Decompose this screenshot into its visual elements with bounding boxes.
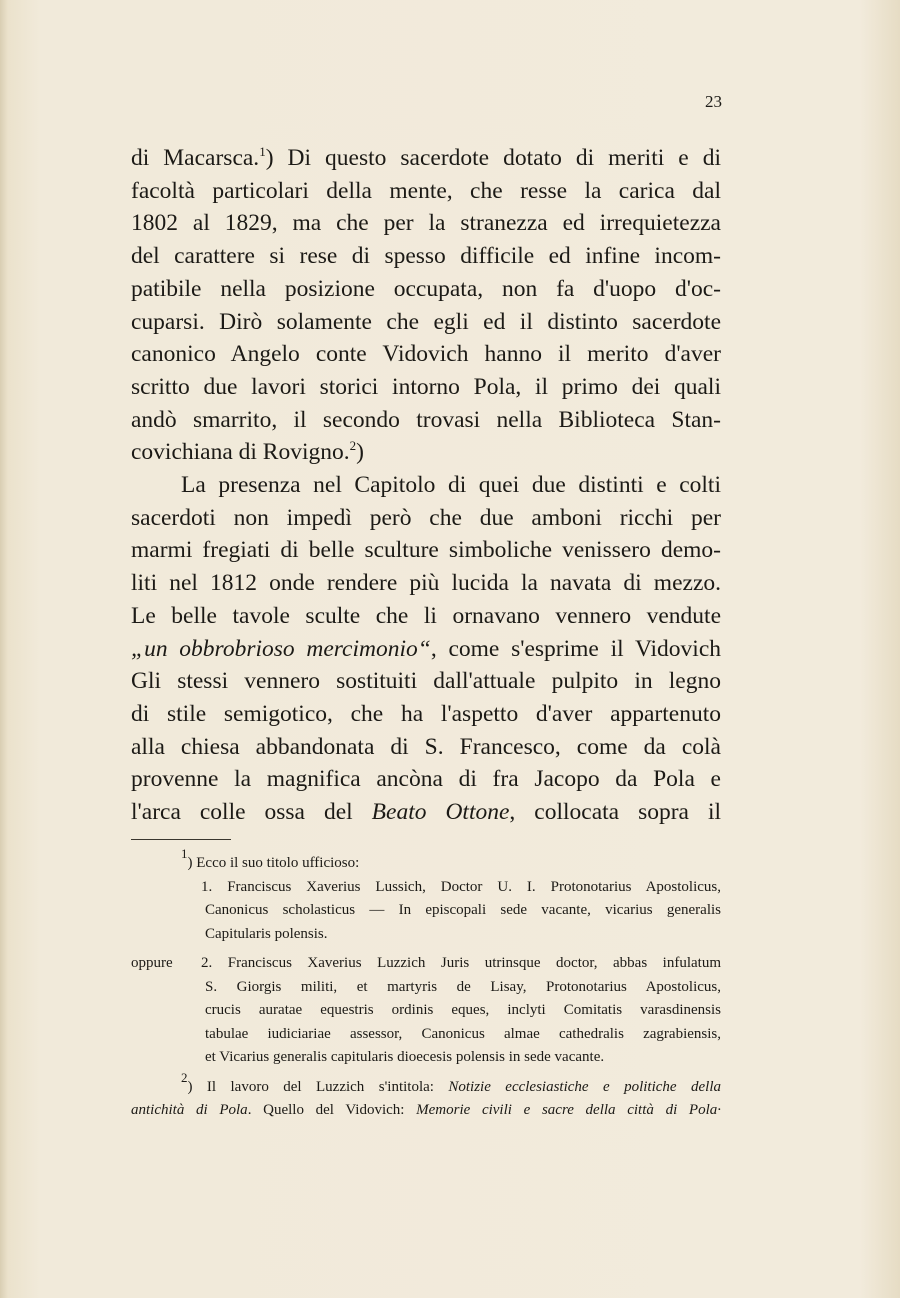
text-line: Gli stessi vennero sostituiti dall'attuale pulpito in legno (131, 668, 721, 695)
footnote-1-item-2-line: et Vicarius generalis capitularis dioecesis polensis in sede vacante. (205, 1049, 605, 1065)
footnote-separator (131, 839, 231, 840)
footnote-ref[interactable]: 1 (259, 144, 266, 159)
text-line: l'arca colle ossa del Beato Ottone, collocata sopra il (131, 799, 722, 826)
page-number: 23 (705, 92, 722, 111)
text-line: di stile semigotico, che ha l'aspetto d'aver appartenuto (131, 700, 721, 727)
text-line: di Macarsca.$^1$) Di questo sacerdote dotato di meriti e di (131, 144, 721, 171)
footnote-1-item-1-line: Canonicus scholasticus — In episcopali sede vacante, vicarius generalis (205, 902, 721, 918)
footnotes (131, 846, 721, 1123)
text-line: patibile nella posizione occupata, non fa d'uopo d'oc- (131, 275, 721, 302)
main-text (131, 142, 721, 829)
text-line: facoltà particolari della mente, che resse la carica dal (131, 177, 721, 204)
text-line: 1802 al 1829, ma che per la stranezza ed irrequietezza (131, 210, 721, 237)
oppure-label: oppure (131, 955, 173, 971)
footnote-1-item-1-line: Capitularis polensis. (205, 925, 328, 942)
text-line: canonico Angelo conte Vidovich hanno il merito d'aver (131, 341, 721, 368)
text-line: provenne la magnifica ancòna di fra Jacopo da Pola e (131, 766, 721, 793)
text-line: marmi fregiati di belle sculture simboliche venissero demo- (131, 537, 721, 564)
footnote-1-item-2-first-line: oppure 2. Franciscus Xaverius Luzzich Juris utrinsque doctor, abbas infulatum (131, 952, 721, 976)
text-line: cuparsi. Dirò solamente che egli ed il distinto sacerdote (131, 308, 721, 335)
text-line: del carattere si rese di spesso difficile ed infine incom- (131, 243, 721, 270)
text-line: liti nel 1812 onde rendere più lucida la navata di mezzo. (131, 570, 721, 597)
text-line: andò smarrito, il secondo trovasi nella Biblioteca Stan- (131, 406, 721, 433)
footnote-1-item-2-line: S. Giorgis militi, et martyris de Lisay, Protonotarius Apostolicus, (205, 978, 721, 995)
text-line: scritto due lavori storici intorno Pola, il primo dei quali (131, 373, 721, 400)
footnote-ref[interactable]: 2 (349, 438, 357, 454)
text-line: sacerdoti non impedì però che due amboni ricchi per (131, 504, 721, 531)
text-line: Le belle tavole sculte che li ornavano vennero vendute (131, 602, 721, 629)
text-line: La presenza nel Capitolo di quei due distinti e colti (181, 472, 721, 499)
footnote-2-line-2: antichità di Pola. Quello del Vidovich: Memorie civili e sacre della città di Pola· (131, 1102, 721, 1118)
text-line: covichiana di Rovigno.$^2$) (131, 438, 364, 466)
text-line: alla chiesa abbandonata di S. Francesco, come da colà (131, 733, 721, 760)
footnote-1-item-2-line: crucis auratae equestris ordinis eques, inclyti Comitatis varasdinensis (205, 1002, 721, 1018)
footnote-1-intro: $^1$) Ecco il suo titolo ufficioso: (181, 846, 360, 871)
footnote-1-item-2-line: tabulae iudiciariae assessor, Canonicus almae cathedralis zagrabiensis, (205, 1025, 721, 1042)
footnote-1-item-1-line: 1. Franciscus Xaverius Lussich, Doctor U. I. Protonotarius Apostolicus, (201, 878, 721, 895)
text-line: „un obbrobrioso mercimonio“, come s'esprime il Vidovich (131, 635, 721, 662)
footnote-2-line-1: $^2$) Il lavoro del Luzzich s'intitola: Notizie ecclesiastiche e politiche della (181, 1069, 721, 1095)
